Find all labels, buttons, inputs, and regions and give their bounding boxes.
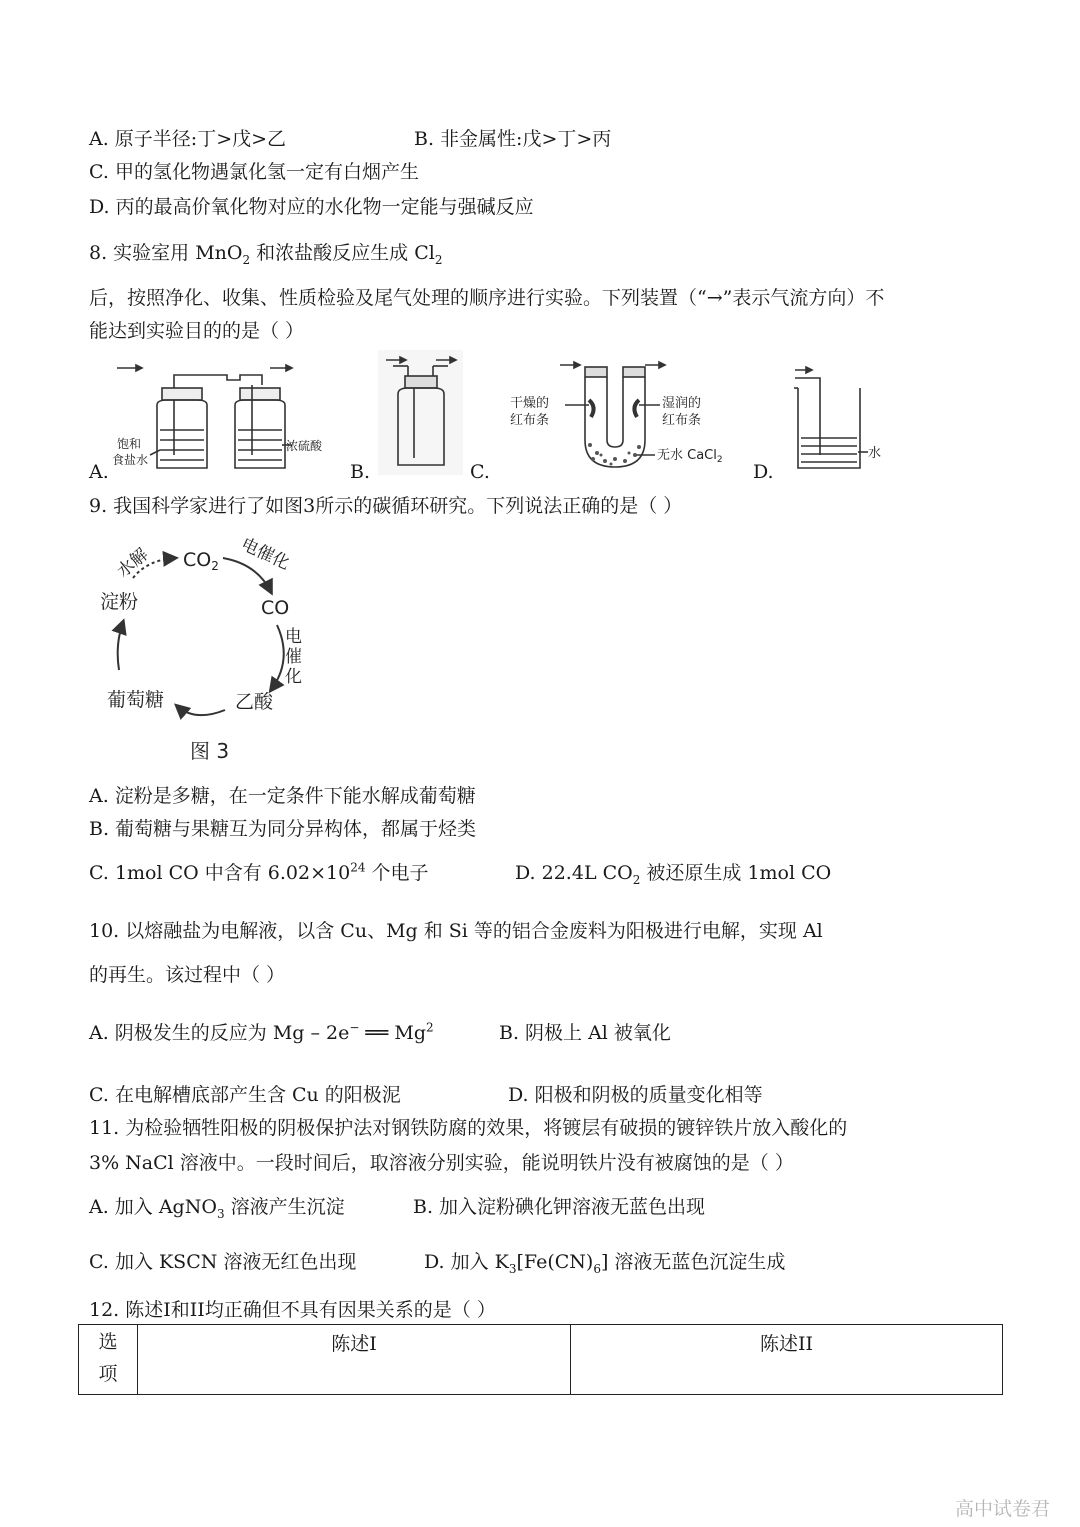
- q9-fig-electro2c: 化: [285, 667, 302, 687]
- q8-figure-c-u-tube: [505, 355, 750, 475]
- q11-option-d: D. 加入 $K_3[Fe(CN)_6]$ 溶液无蓝色沉淀生成: [424, 1251, 786, 1276]
- q8-fig-c-dry-label1: 干燥的: [510, 396, 550, 411]
- q10-stem-line2: 的再生。该过程中（ ）: [89, 964, 286, 986]
- q7-option-a: A. 原子半径:丁>戊>乙: [89, 128, 287, 150]
- q12-col-statement-1: 陈述I: [138, 1325, 571, 1395]
- q8-label-c: C.: [470, 461, 490, 483]
- q10-option-b: B. 阴极上 Al 被氧化: [499, 1022, 671, 1044]
- q11-stem-line2: 3% NaCl 溶液中。一段时间后，取溶液分别实验，能说明铁片没有被腐蚀的是（ ）: [89, 1152, 794, 1174]
- q9-fig-co: CO: [261, 597, 290, 619]
- q8-figure-a-wash-bottles: [112, 360, 322, 475]
- q8-fig-c-wet-label2: 红布条: [662, 413, 702, 428]
- q8-fig-a-saline-label2: 食盐水: [112, 453, 149, 467]
- q9-option-a: A. 淀粉是多糖，在一定条件下能水解成葡萄糖: [89, 785, 476, 807]
- q9-fig-starch: 淀粉: [100, 591, 139, 613]
- q8-fig-c-cacl-label: 无水 CaCl$_2$: [657, 448, 723, 465]
- q10-option-c: C. 在电解槽底部产生含 Cu 的阳极泥: [89, 1084, 401, 1106]
- q9-fig-co2: $CO_2$: [183, 549, 219, 573]
- q10-stem-line1: 10. 以熔融盐为电解液，以含 Cu、Mg 和 Si 等的铝合金废料为阳极进行电解，实现 Al: [89, 920, 823, 942]
- q8-fig-a-saline-label: 饱和: [117, 437, 142, 451]
- q9-fig-glucose: 葡萄糖: [107, 689, 165, 711]
- q9-fig-caption: 图 3: [190, 739, 230, 763]
- q10-option-d: D. 阳极和阴极的质量变化相等: [508, 1084, 763, 1106]
- q8-figure-b-collect-bottle: [378, 350, 463, 475]
- q8-fig-d-water-label: 水: [868, 446, 882, 461]
- q8-label-a: A.: [89, 461, 109, 483]
- q9-fig-acetic: 乙酸: [235, 691, 274, 713]
- q9-stem: 9. 我国科学家进行了如图3所示的碳循环研究。下列说法正确的是（ ）: [89, 495, 683, 517]
- q8-stem-line3: 能达到实验目的的是（ ）: [89, 320, 305, 342]
- q11-option-b: B. 加入淀粉碘化钾溶液无蓝色出现: [413, 1196, 706, 1218]
- q7-option-b: B. 非金属性:戊>丁>丙: [414, 128, 612, 150]
- q9-figure-carbon-cycle: [95, 530, 325, 770]
- q12-stem: 12. 陈述I和II均正确但不具有因果关系的是（ ）: [89, 1299, 496, 1321]
- q12-col-statement-2: 陈述II: [571, 1325, 1003, 1395]
- watermark: 高中试卷君: [954, 1498, 1050, 1520]
- q12-table: [78, 1324, 1003, 1395]
- q9-option-c: C. 1mol CO 中含有 $6.02\times 10^{24}$ 个电子: [89, 860, 429, 884]
- q9-fig-electro2a: 电: [285, 627, 302, 647]
- q11-stem-line1: 11. 为检验牺牲阳极的阴极保护法对钢铁防腐的效果，将镀层有破损的镀锌铁片放入酸化的: [89, 1117, 848, 1139]
- q9-fig-electro2b: 催: [285, 647, 302, 667]
- q8-fig-a-acid-label: 浓硫酸: [286, 439, 322, 453]
- q9-option-d: D. 22.4L $CO_2$ 被还原生成 1mol CO: [515, 862, 832, 887]
- q8-fig-c-wet-label1: 湿润的: [662, 396, 702, 411]
- table-row: [79, 1325, 1003, 1395]
- q10-option-a: A. 阴极发生的反应为 Mg – 2e− ══ Mg$^2$: [89, 1020, 434, 1044]
- q9-option-b: B. 葡萄糖与果糖互为同分异构体，都属于烃类: [89, 818, 477, 840]
- q8-label-d: D.: [753, 461, 774, 483]
- q12-col-option: 选 项: [79, 1325, 138, 1395]
- q9-fig-hydrolysis: 水解: [113, 544, 153, 582]
- q11-option-c: C. 加入 KSCN 溶液无红色出现: [89, 1251, 357, 1273]
- q7-option-c: C. 甲的氢化物遇氯化氢一定有白烟产生: [89, 161, 419, 183]
- q8-figure-d-beaker: [790, 360, 885, 475]
- q8-stem-line1: 8. 实验室用 MnO$_2$ 和浓盐酸反应生成 $Cl_2$: [89, 242, 443, 267]
- q9-fig-electro1: 电催化: [237, 534, 293, 575]
- q7-option-d: D. 丙的最高价氧化物对应的水化物一定能与强碱反应: [89, 196, 534, 218]
- q8-stem-line2: 后，按照净化、收集、性质检验及尾气处理的顺序进行实验。下列装置（“→”表示气流方向）不: [89, 287, 885, 309]
- q8-label-b: B.: [350, 461, 371, 483]
- q11-option-a: A. 加入 AgNO$_3$ 溶液产生沉淀: [89, 1196, 345, 1221]
- q8-fig-c-dry-label2: 红布条: [510, 413, 550, 428]
